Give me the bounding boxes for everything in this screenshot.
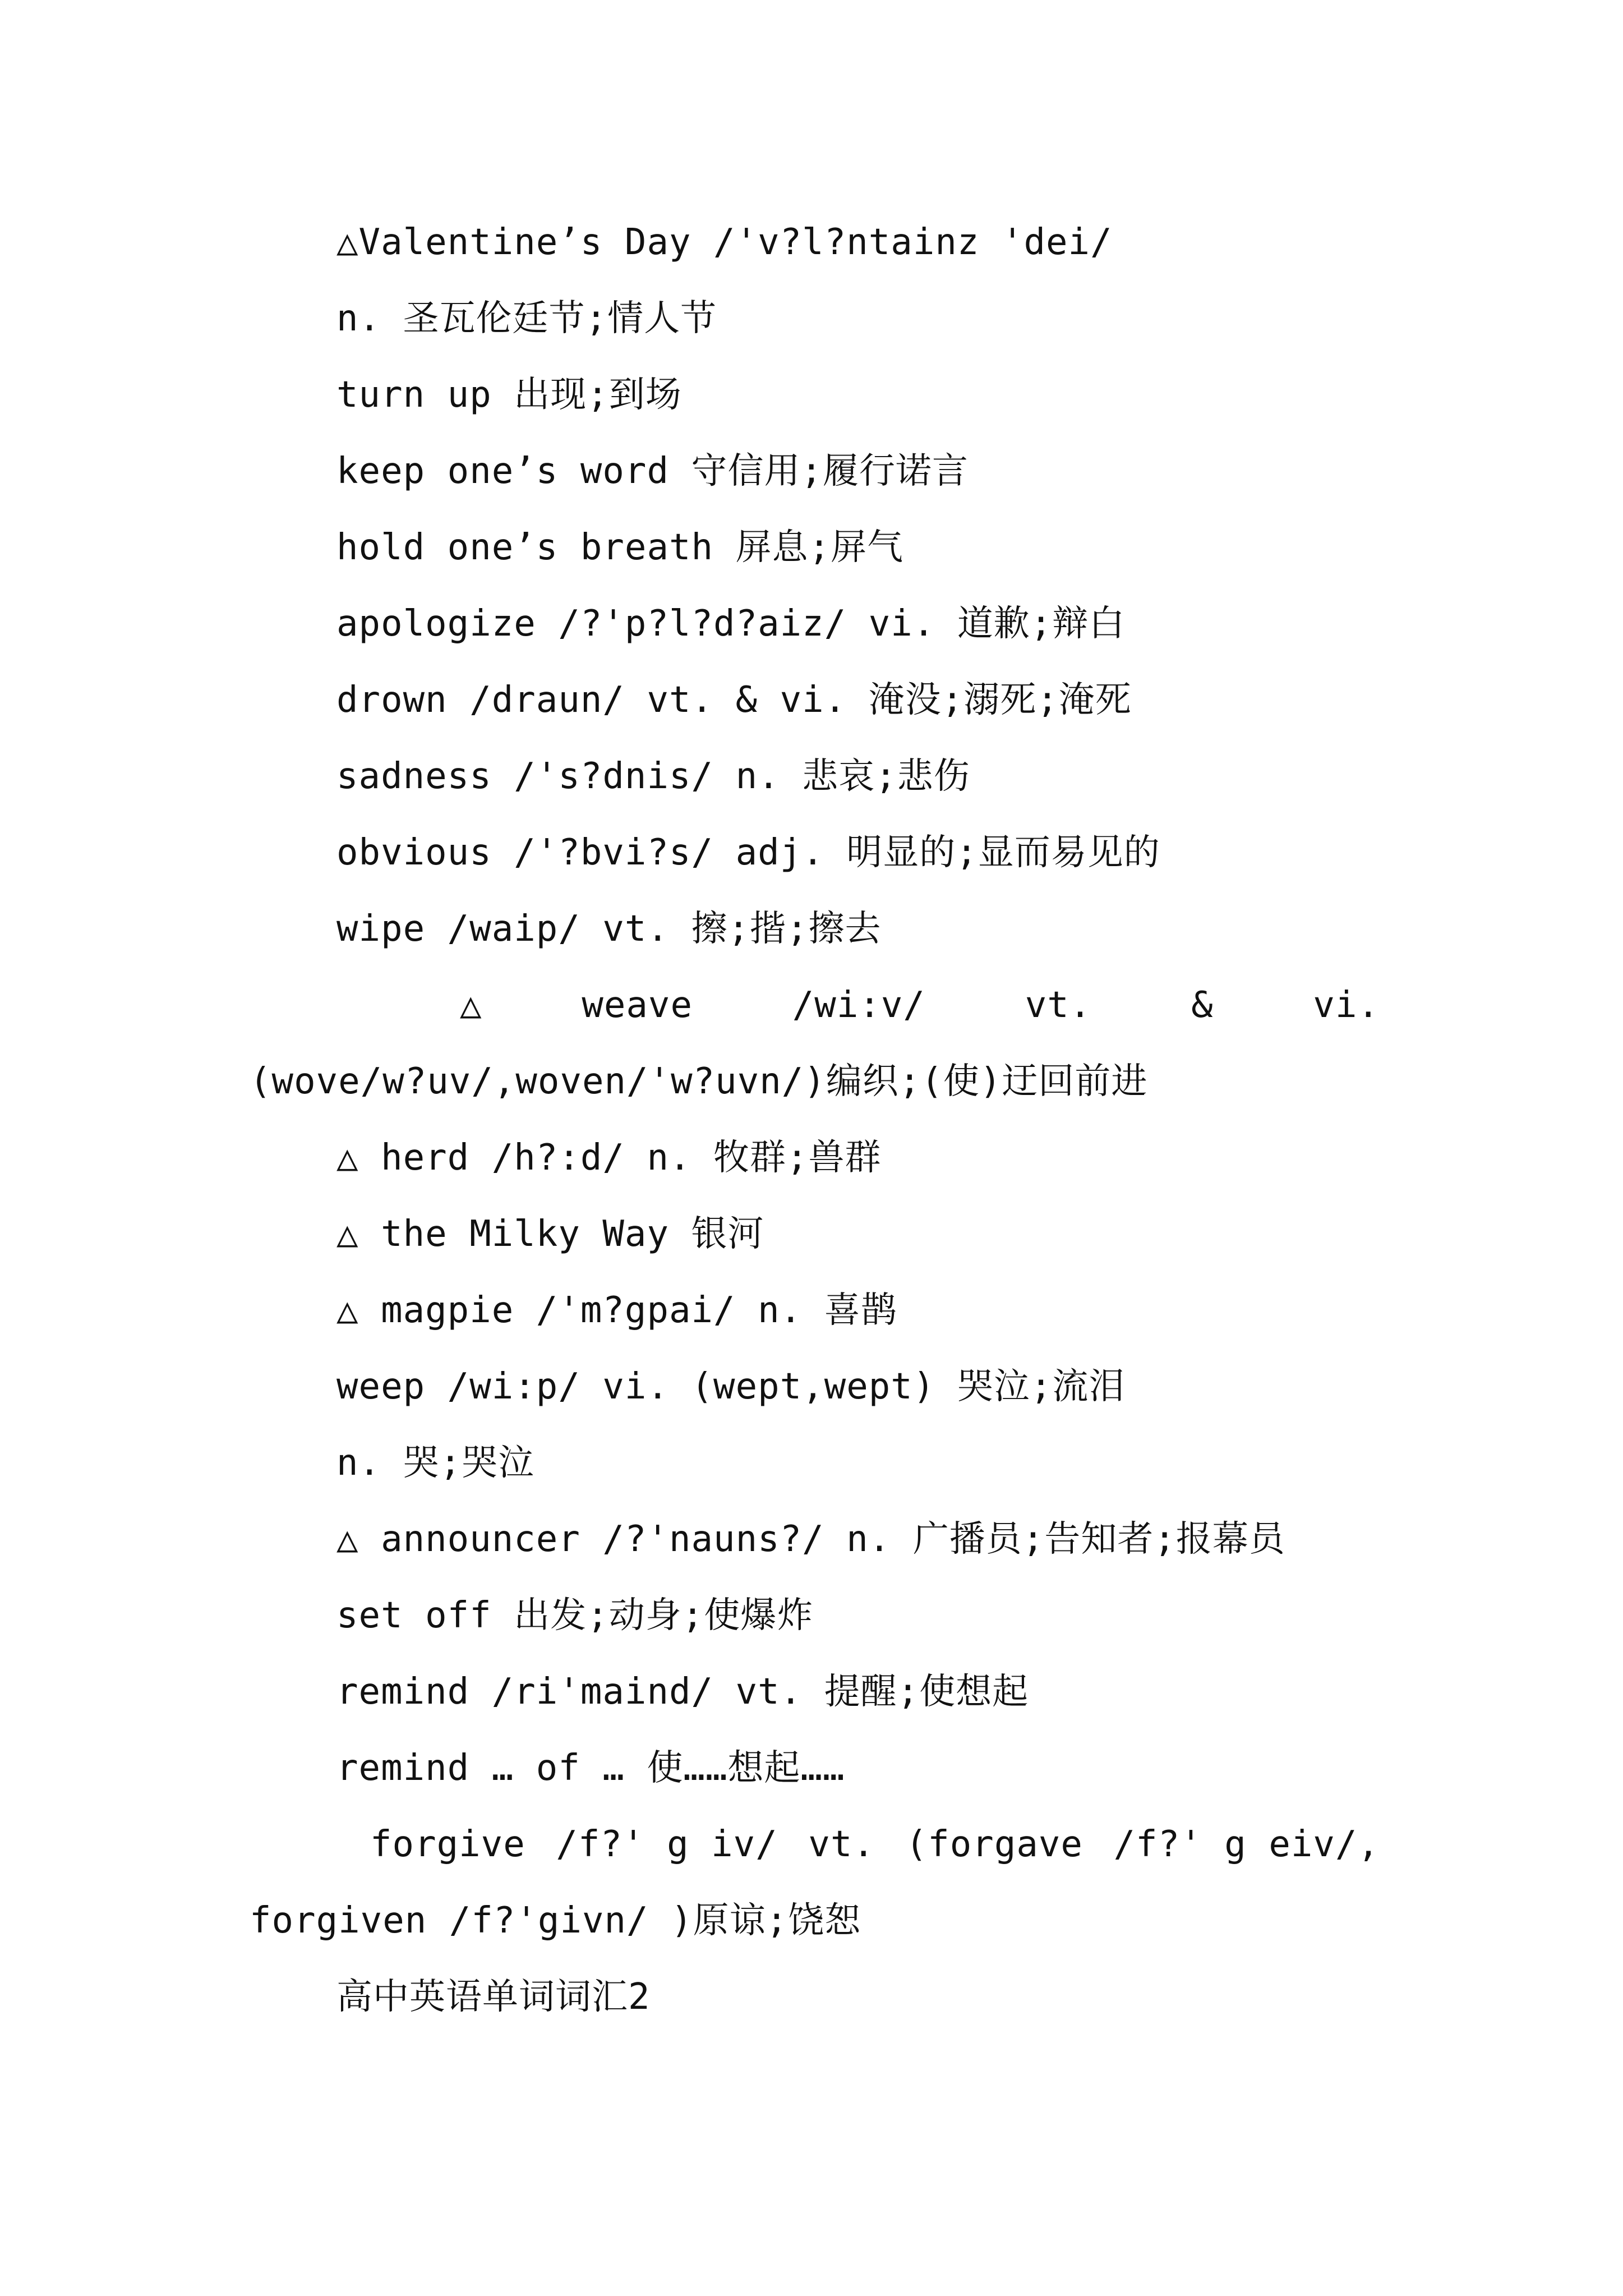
vocab-token: & bbox=[1191, 984, 1214, 1026]
vocab-line-remind: remind /ri'maind/ vt. 提醒;使想起 bbox=[336, 1671, 1029, 1713]
vocab-line-keep-word: keep one’s word 守信用;履行诺言 bbox=[336, 450, 969, 492]
vocab-line-obvious: obvious /'?bvi?s/ adj. 明显的;显而易见的 bbox=[336, 832, 1160, 873]
vocab-token: /f?' g iv/ bbox=[556, 1824, 778, 1865]
vocab-token: △ bbox=[460, 984, 482, 1026]
vocab-token: vi. bbox=[1313, 984, 1380, 1026]
vocab-line-weave-continuation: (wove/w?uv/,woven/'w?uvn/)编织;(使)迂回前进 bbox=[250, 1061, 1148, 1102]
vocab-line-sadness: sadness /'s?dnis/ n. 悲哀;悲伤 bbox=[336, 756, 970, 797]
vocab-line-set-off: set off 出发;动身;使爆炸 bbox=[336, 1595, 814, 1636]
vocab-token: vt. bbox=[1025, 984, 1092, 1026]
vocab-line-valentines-day: △Valentine’s Day /'v?l?ntainz 'dei/ bbox=[336, 222, 1113, 263]
vocab-line-remind-of: remind … of … 使……想起…… bbox=[336, 1747, 845, 1789]
vocab-line-weave bbox=[460, 984, 1380, 1026]
vocab-line-announcer: △ announcer /?'nauns?/ n. 广播员;告知者;报幕员 bbox=[336, 1519, 1285, 1560]
vocab-line-apologize: apologize /?'p?l?d?aiz/ vi. 道歉;辩白 bbox=[336, 603, 1126, 645]
vocab-line-wipe: wipe /waip/ vt. 擦;揩;擦去 bbox=[336, 908, 882, 950]
vocab-token: /f?' g eiv/, bbox=[1113, 1824, 1380, 1865]
vocab-line-herd: △ herd /h?:d/ n. 牧群;兽群 bbox=[336, 1137, 882, 1179]
vocab-line-forgive-continuation: forgiven /f?'givn/ )原谅;饶恕 bbox=[250, 1900, 861, 1941]
vocab-line-milky-way: △ the Milky Way 银河 bbox=[336, 1213, 764, 1255]
vocab-line-weep-noun: n. 哭;哭泣 bbox=[336, 1442, 535, 1484]
vocab-line-drown: drown /draun/ vt. & vi. 淹没;溺死;淹死 bbox=[336, 679, 1132, 721]
vocab-line-hold-breath: hold one’s breath 屏息;屏气 bbox=[336, 527, 904, 568]
vocab-line-weep: weep /wi:p/ vi. (wept,wept) 哭泣;流泪 bbox=[336, 1366, 1126, 1407]
section-heading: 高中英语单词词汇2 bbox=[336, 1976, 651, 2018]
vocab-line-valentines-meaning: n. 圣瓦伦廷节;情人节 bbox=[336, 298, 717, 339]
vocab-token: vt. bbox=[808, 1824, 875, 1865]
vocab-line-magpie: △ magpie /'m?gpai/ n. 喜鹊 bbox=[336, 1290, 897, 1331]
vocab-line-forgive bbox=[370, 1824, 1380, 1865]
vocab-token: /wi:v/ bbox=[792, 984, 925, 1026]
vocab-token: (forgave bbox=[905, 1824, 1083, 1865]
vocab-line-turn-up: turn up 出现;到场 bbox=[336, 374, 682, 416]
vocab-token: weave bbox=[582, 984, 693, 1026]
vocab-token: forgive bbox=[370, 1824, 525, 1865]
